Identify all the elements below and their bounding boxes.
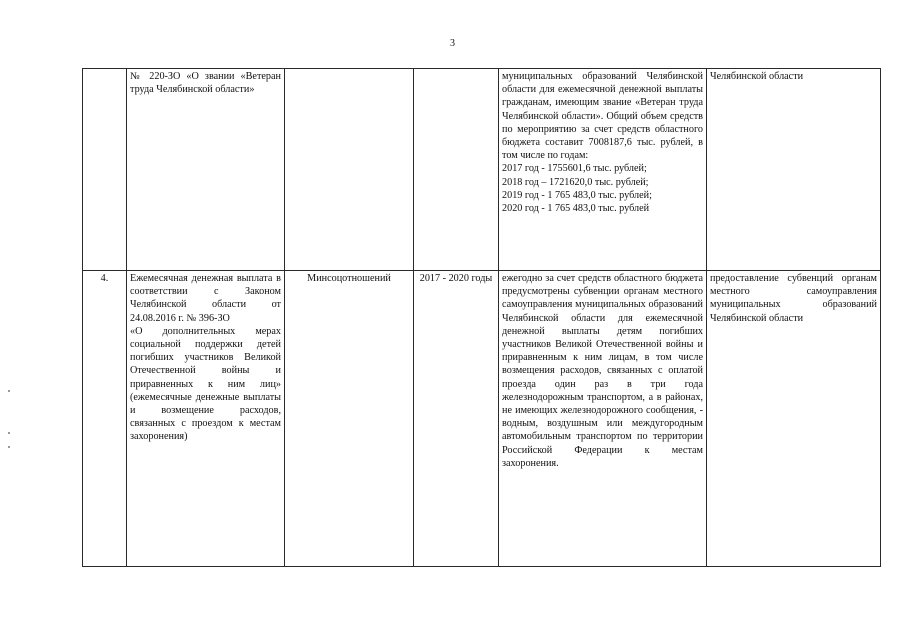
year-funding-line: 2020 год - 1 765 483,0 тыс. рублей [502,203,650,215]
responsible-cell: Минсоцотношений [285,271,414,567]
period-cell [414,69,499,271]
measure-title-cell [127,271,285,567]
scan-edge-mark [8,432,10,434]
row-number-cell [83,69,127,271]
description-cell [499,69,707,271]
year-funding-line: 2019 год - 1 765 483,0 тыс. рублей; [502,189,652,201]
period-cell: 2017 - 2020 годы [414,271,499,567]
measure-title-line: Ежемесячная денежная выплата в соответствии с Законом Челябинской области от 24.08.2016 г. № 396-ЗО [130,273,281,324]
table-row [83,271,881,567]
year-funding-line: 2017 год - 1755601,6 тыс. рублей; [502,163,647,175]
year-funding-line: 2018 год – 1721620,0 тыс. рублей; [502,176,649,188]
responsible-cell [285,69,414,271]
measure-title-cell: № 220-ЗО «О звании «Ветеран труда Челябинской области» [127,69,285,271]
page-number: 3 [450,38,455,49]
description-text: муниципальных образований Челябинской области для ежемесячной денежной выплаты гражданам, имеющим звание «Ветеран труда Челябинской области». Общий объем средств по мероприятию за счет средств областного бюджета составит 7008187,6 тыс. рублей, в том числе по годам: [502,71,703,162]
scan-edge-mark [8,390,10,392]
scan-edge-mark [8,446,10,448]
measure-title-line: «О дополнительных мерах социальной поддержки детей погибших участников Великой Отечественной войны и приравненных к ним лиц» (ежемесячные денежные выплаты и возмещение расходов, связанных с проездом к местам захоронения) [130,325,281,443]
result-cell: Челябинской области [707,69,881,271]
description-cell: ежегодно за счет средств областного бюджета предусмотрены субвенции органам местного самоуправления муниципальных образований Челябинской области для ежемесячной денежной выплаты детям погибших участников Великой Отечественной войны и приравненным к ним лицам, в том числе возмещения расходов, связанных с оплатой проезда один раз в три года железнодорожным транспортом, а в районах, не имеющих железнодорожного сообщения, - водным, воздушным или междугородным автомобильным транспортом по территории Российской Федерации к местам захоронения. [499,271,707,567]
result-cell: предоставление субвенций органам местного самоуправления муниципальных образований Челябинской области [707,271,881,567]
program-table [82,68,881,567]
table-row [83,69,881,271]
row-number-cell: 4. [83,271,127,567]
